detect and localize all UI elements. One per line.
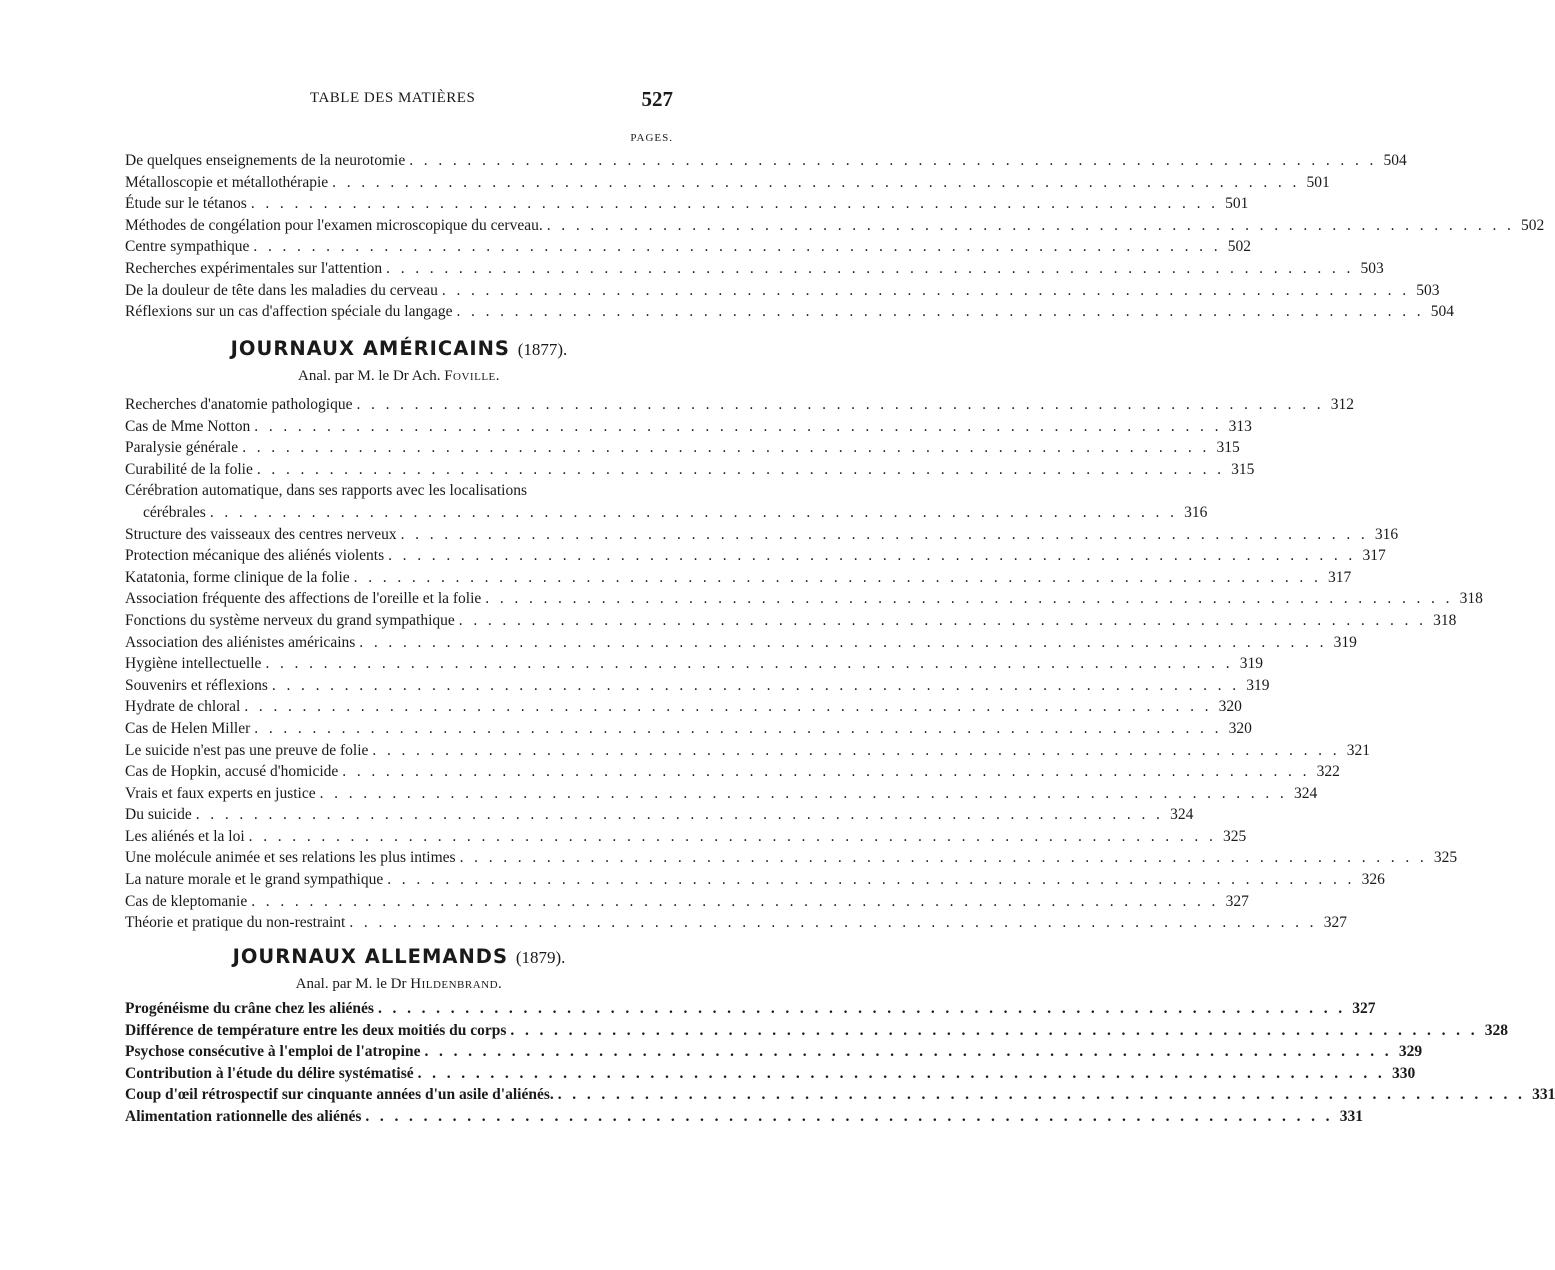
section-title: JOURNAUX ALLEMANDS (1879). <box>232 945 566 968</box>
toc-entry: Contribution à l'étude du délire systématisé . . . 330 <box>125 1063 673 1085</box>
section-byline: Anal. par M. le Dr Hildenbrand. <box>295 976 503 992</box>
toc-entry: De quelques enseignements de la neurotomie . . . 504 <box>125 150 673 172</box>
toc-entry: Cérébration automatique, dans ses rapports avec les localisations cérébrales . . . 316 <box>125 480 673 523</box>
toc-entry: Du suicide . . . 324 <box>125 804 673 826</box>
page-number: 527 <box>641 87 673 111</box>
toc-section-americains <box>125 394 1483 934</box>
toc-entry: Katatonia, forme clinique de la folie . . . 317 <box>125 567 673 589</box>
toc-entry: Psychose consécutive à l'emploi de l'atropine . . . 329 <box>125 1041 673 1063</box>
toc-entry: Méthodes de congélation pour l'examen microscopique du cerveau. . . . 502 <box>125 215 673 237</box>
section-title: JOURNAUX AMÉRICAINS (1877). <box>230 337 568 360</box>
toc-entry: Une molécule animée et ses relations les plus intimes . . . 325 <box>125 847 673 869</box>
toc-entry: Hydrate de chloral . . . 320 <box>125 696 673 718</box>
toc-entry: Théorie et pratique du non-restraint . . . 327 <box>125 912 673 934</box>
toc-entry: Réflexions sur un cas d'affection spéciale du langage . . . 504 <box>125 301 673 323</box>
toc-entry: Paralysie générale . . . 315 <box>125 437 673 459</box>
toc-entry: De la douleur de tête dans les maladies du cerveau . . . 503 <box>125 280 673 302</box>
toc-entry: Recherches expérimentales sur l'attention . . . 503 <box>125 258 673 280</box>
section-heading-americains <box>125 334 673 388</box>
toc-entry: Association des aliénistes américains . . . 319 <box>125 632 673 654</box>
toc-entry: Différence de température entre les deux moitiés du corps . . . 328 <box>125 1020 673 1042</box>
pages-column-label: PAGES. <box>630 132 673 144</box>
toc-entry: Souvenirs et réflexions . . . 319 <box>125 675 673 697</box>
toc-entry: Alimentation rationnelle des aliénés . . . 331 <box>125 1106 673 1128</box>
toc-entry: Cas de Helen Miller . . . 320 <box>125 718 673 740</box>
toc-section-continued <box>125 150 1545 323</box>
toc-entry: Cas de kleptomanie . . . 327 <box>125 891 673 913</box>
toc-entry: Recherches d'anatomie pathologique . . . 312 <box>125 394 673 416</box>
toc-entry: Protection mécanique des aliénés violents . . . 317 <box>125 545 673 567</box>
toc-entry: Cas de Hopkin, accusé d'homicide . . . 322 <box>125 761 673 783</box>
toc-entry: Curabilité de la folie . . . 315 <box>125 459 673 481</box>
toc-entry: Les aliénés et la loi . . . 325 <box>125 826 673 848</box>
toc-entry: Hygiène intellectuelle . . . 319 <box>125 653 673 675</box>
toc-entry: Étude sur le tétanos . . . 501 <box>125 193 673 215</box>
toc-entry: Le suicide n'est pas une preuve de folie . . . 321 <box>125 740 673 762</box>
toc-entry: Progénéisme du crâne chez les aliénés . . . 327 <box>125 998 673 1020</box>
toc-entry: Métalloscopie et métallothérapie . . . 501 <box>125 172 673 194</box>
toc-entry: Centre sympathique . . . 502 <box>125 236 673 258</box>
section-byline: Anal. par M. le Dr Ach. Foville. <box>297 368 501 384</box>
toc-section-allemands <box>125 998 1555 1128</box>
toc-entry: Vrais et faux experts en justice . . . 324 <box>125 783 673 805</box>
toc-entry: Structure des vaisseaux des centres nerveux . . . 316 <box>125 524 673 546</box>
toc-entry: Coup d'œil rétrospectif sur cinquante années d'un asile d'aliénés. . . . 331 <box>125 1084 673 1106</box>
page-header <box>125 87 673 120</box>
toc-entry: Association fréquente des affections de l'oreille et la folie . . . 318 <box>125 588 673 610</box>
toc-entry: Fonctions du système nerveux du grand sympathique . . . 318 <box>125 610 673 632</box>
section-heading-allemands <box>125 942 673 996</box>
toc-entry: La nature morale et le grand sympathique . . . 326 <box>125 869 673 891</box>
running-title: TABLE DES MATIÈRES <box>310 90 476 106</box>
toc-entry: Cas de Mme Notton . . . 313 <box>125 416 673 438</box>
